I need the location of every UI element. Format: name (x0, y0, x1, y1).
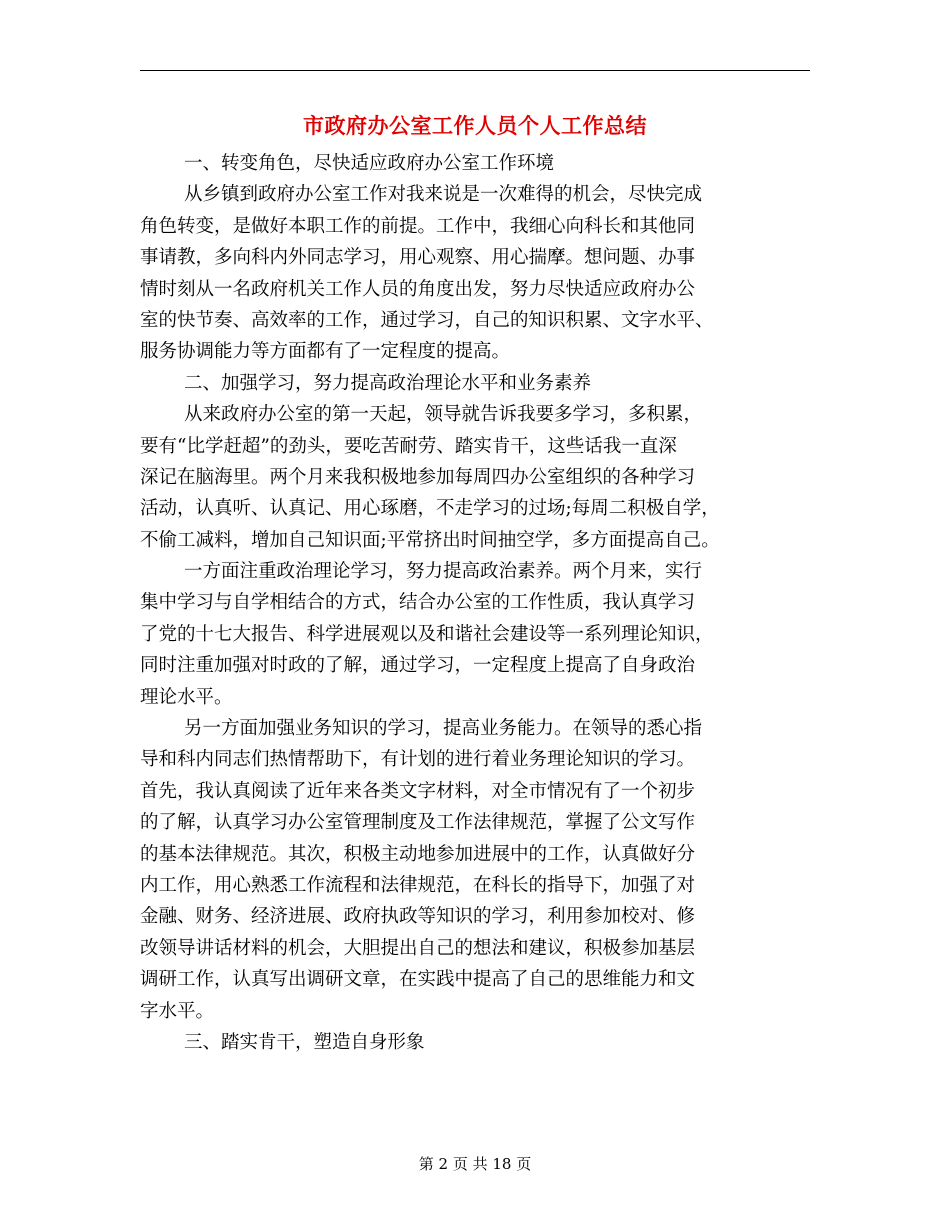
paragraph-line: 从乡镇到政府办公室工作对我来说是一次难得的机会，尽快完成 (184, 184, 703, 206)
paragraph-line: 同时注重加强对时政的了解，通过学习，一定程度上提高了自身政治 (140, 655, 696, 677)
paragraph-line: 的基本法律规范。其次，积极主动地参加进展中的工作，认真做好分 (140, 843, 696, 865)
paragraph-line: 的了解，认真学习办公室管理制度及工作法律规范，掌握了公文写作 (140, 812, 696, 834)
paragraph-line: 事请教，多向科内外同志学习，用心观察、用心揣摩。想问题、办事 (140, 247, 696, 269)
paragraph-line: 理论水平。 (140, 686, 233, 708)
paragraph-line: 内工作，用心熟悉工作流程和法律规范，在科长的指导下，加强了对 (140, 874, 696, 896)
paragraph-line: 字水平。 (140, 1000, 215, 1022)
paragraph-line: 导和科内同志们热情帮助下，有计划的进行着业务理论知识的学习。 (140, 749, 696, 771)
paragraph-line: 首先，我认真阅读了近年来各类文字材料，对全市情况有了一个初步 (140, 780, 696, 802)
paragraph-line: 从来政府办公室的第一天起，领导就告诉我要多学习，多积累， (184, 404, 703, 426)
paragraph-line: 金融、财务、经济进展、政府执政等知识的学习，利用参加校对、修 (140, 906, 696, 928)
paragraph-line: 集中学习与自学相结合的方式，结合办公室的工作性质，我认真学习 (140, 592, 696, 614)
paragraph-line: 要有“比学赶超”的劲头，要吃苦耐劳、踏实肯干，这些话我一直深 (140, 435, 677, 457)
section-heading-1: 一、转变角色，尽快适应政府办公室工作环境 (184, 153, 555, 174)
paragraph-line: 活动，认真听、认真记、用心琢磨，不走学习的过场;每周二积极自学， (140, 498, 720, 520)
section-heading-2: 二、加强学习，努力提高政治理论水平和业务素养 (184, 372, 592, 394)
section-heading-3: 三、踏实肯干，塑造自身形象 (184, 1031, 425, 1053)
page-number-footer: 第 2 页 共 18 页 (418, 1155, 532, 1173)
paragraph-line: 服务协调能力等方面都有了一定程度的提高。 (140, 341, 511, 363)
paragraph-line: 室的快节奏、高效率的工作，通过学习，自己的知识积累、文字水平、 (140, 309, 714, 331)
paragraph-line: 改领导讲话材料的机会，大胆提出自己的想法和建议，积极参加基层 (140, 937, 696, 959)
document-title: 市政府办公室工作人员个人工作总结 (303, 113, 647, 138)
document-body (140, 148, 810, 1058)
paragraph-line: 不偷工减料，增加自己知识面;平常挤出时间抽空学，多方面提高自己。 (140, 529, 720, 551)
header-rule (140, 70, 810, 71)
paragraph-line: 深记在脑海里。两个月来我积极地参加每周四办公室组织的各种学习 (140, 466, 696, 488)
paragraph-line: 情时刻从一名政府机关工作人员的角度出发，努力尽快适应政府办公 (140, 278, 696, 300)
paragraph-line: 一方面注重政治理论学习，努力提高政治素养。两个月来，实行 (184, 561, 703, 583)
paragraph-line: 另一方面加强业务知识的学习，提高业务能力。在领导的悉心指 (184, 718, 703, 740)
paragraph-line: 了党的十七大报告、科学进展观以及和谐社会建设等一系列理论知识， (140, 623, 714, 645)
paragraph-line: 角色转变，是做好本职工作的前提。工作中，我细心向科长和其他同 (140, 215, 696, 237)
paragraph-line: 调研工作，认真写出调研文章，在实践中提高了自己的思维能力和文 (140, 969, 696, 991)
